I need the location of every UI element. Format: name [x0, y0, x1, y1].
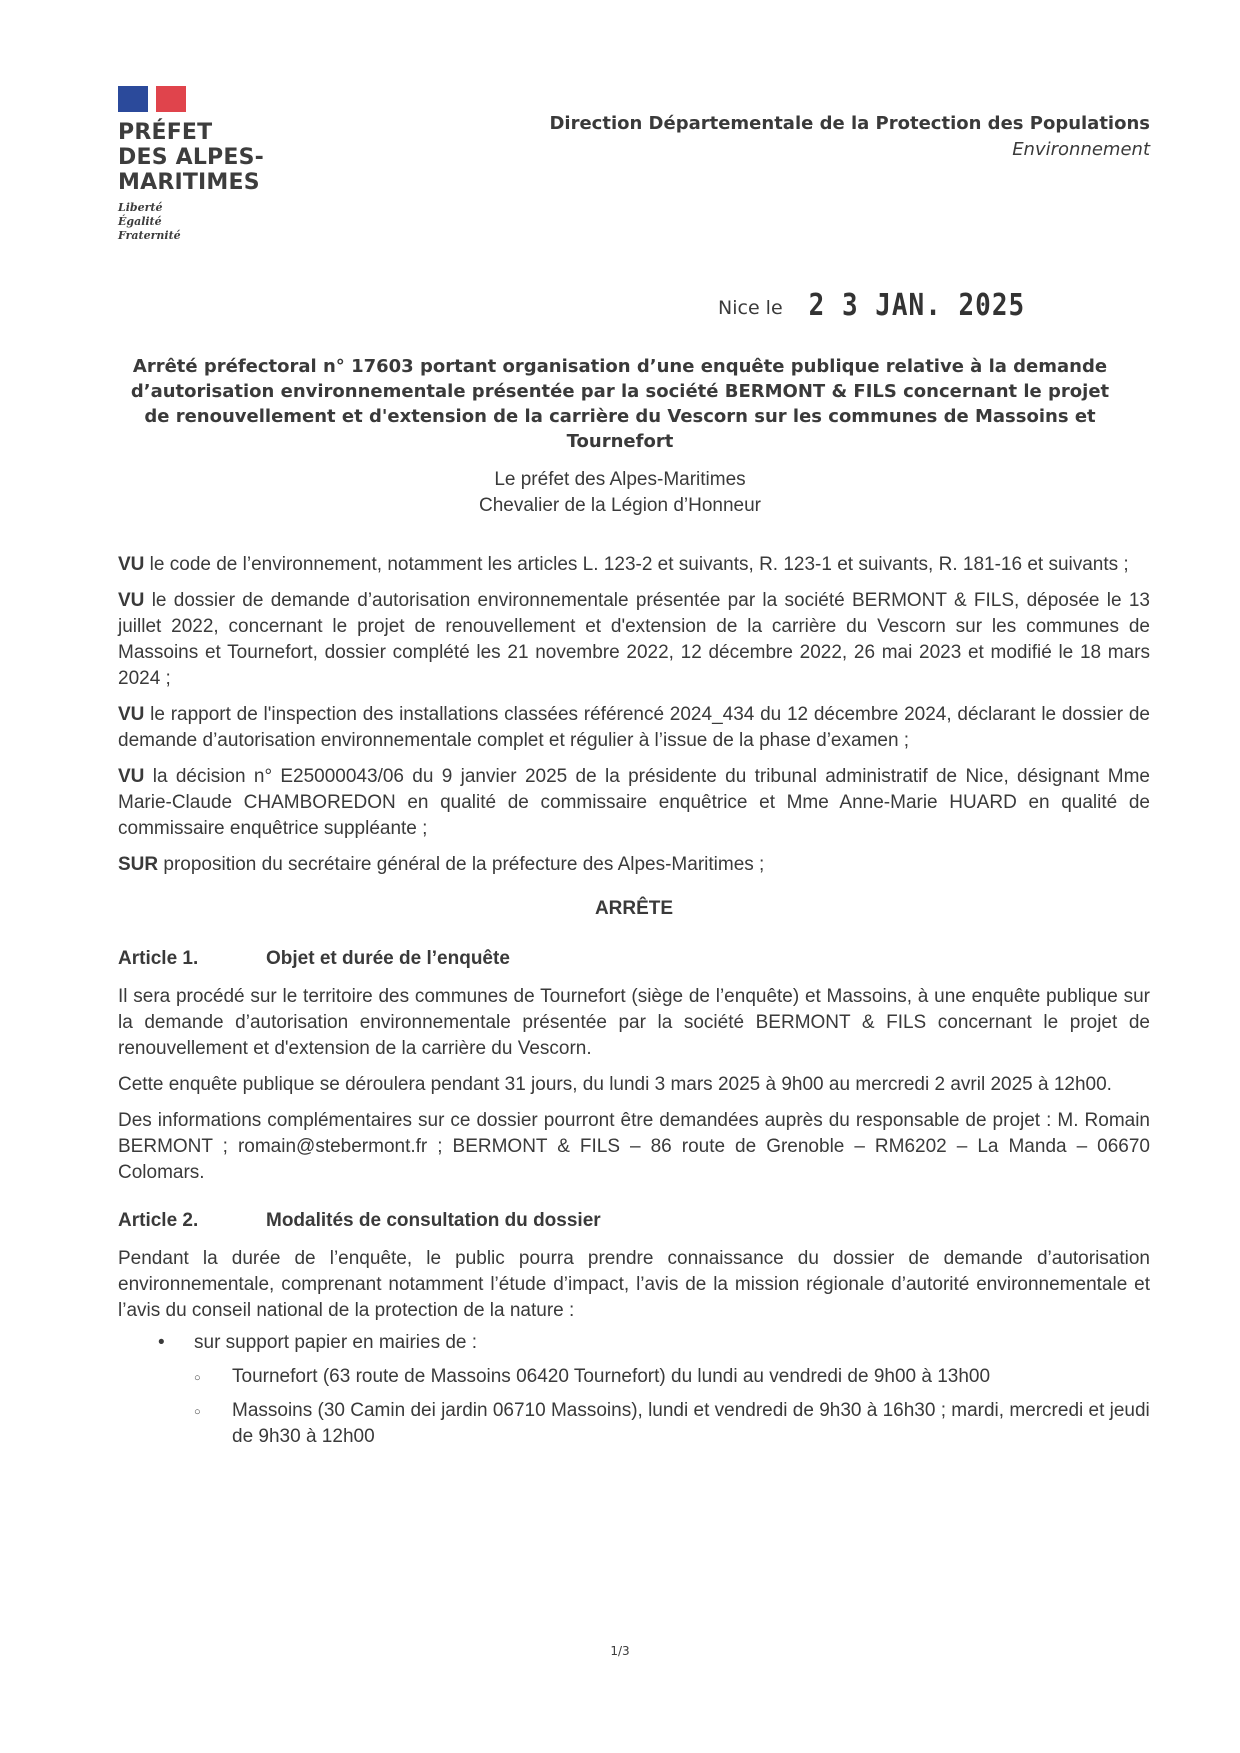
consideration-text: le rapport de l'inspection des installations classées référencé 2024_434 du 12 décembre 2024, déclarant le dossier de demande d’autorisation environnementale complet et régulier à l’issue de la phase d’examen ;	[118, 704, 1150, 751]
consultation-list	[118, 1330, 1150, 1450]
decree-title: Arrêté préfectoral n° 17603 portant organisation d’une enquête publique relative à la demande d’autorisation environnementale présentée par la société BERMONT & FILS concernant le projet de renouvellement et d'extension de la carrière du Vescorn sur les communes de Massoins et Tournefort	[130, 356, 1110, 452]
sub-list-item: ○ Massoins (30 Camin dei jardin 06710 Massoins), lundi et vendredi de 9h30 à 16h30 ; mardi, mercredi et jeudi de 9h30 à 12h00	[194, 1398, 1150, 1450]
consideration	[118, 552, 1150, 578]
decree-body	[118, 552, 1150, 1458]
consideration-keyword: VU	[118, 554, 145, 575]
prefet-distinction: Chevalier de la Légion d’Honneur	[478, 495, 762, 516]
marianne-flag-icon	[118, 86, 186, 112]
motto-liberte: Liberté	[118, 201, 163, 214]
prefet-signatory	[120, 467, 1120, 519]
motto-egalite: Égalité	[118, 215, 162, 228]
consideration	[118, 702, 1150, 754]
decree-heading: ARRÊTE	[594, 898, 674, 919]
document-date	[718, 288, 1026, 324]
date-prefix: Nice le	[718, 297, 783, 319]
list-item-text: sur support papier en mairies de :	[194, 1332, 478, 1353]
motto-fraternite: Fraternité	[118, 229, 181, 242]
consideration-text: proposition du secrétaire général de la préfecture des Alpes-Maritimes ;	[158, 854, 765, 875]
consideration-text: la décision n° E25000043/06 du 9 janvier 2025 de la présidente du tribunal administratif de Nice, désignant Mme Marie-Claude CHAMBOREDON en qualité de commissaire enquêtrice et Mme Anne-Marie HUARD en qualité de commissaire enquêtrice suppléante ;	[118, 766, 1150, 839]
consideration	[118, 588, 1150, 692]
consideration-keyword: VU	[118, 590, 145, 611]
issuing-direction	[549, 111, 1150, 163]
direction-name: Direction Départementale de la Protection des Populations	[549, 113, 1150, 134]
consideration	[118, 852, 1150, 878]
logo-motto	[118, 201, 288, 243]
article-paragraph: Pendant la durée de l’enquête, le public pourra prendre connaissance du dossier de demande d’autorisation environnementale, comprenant notamment l’étude d’impact, l’avis de la mission régionale d’autorité environnementale et l’avis du conseil national de la protection de la nature :	[118, 1248, 1150, 1321]
article-paragraph: Il sera procédé sur le territoire des communes de Tournefort (siège de l’enquête) et Massoins, à une enquête publique sur la demande d’autorisation environnementale présentée par la société BERMONT & FILS concernant le projet de renouvellement et d'extension de la carrière du Vescorn.	[118, 986, 1150, 1059]
consideration-text: le dossier de demande d’autorisation environnementale présentée par la société BERMONT & FILS, déposée le 13 juillet 2022, concernant le projet de renouvellement et d'extension de la carrière du Vescorn sur les communes de Massoins et Tournefort, dossier complété les 21 novembre 2022, 12 décembre 2022, 26 mai 2023 et modifié le 18 mars 2024 ;	[118, 590, 1150, 689]
consideration-keyword: VU	[118, 704, 145, 725]
sub-list-item: ○ Tournefort (63 route de Massoins 06420 Tournefort) du lundi au vendredi de 9h00 à 13h00	[194, 1364, 1150, 1390]
consideration-keyword: VU	[118, 766, 145, 787]
article-number: Article 1.	[118, 948, 199, 969]
consideration	[118, 764, 1150, 842]
article-heading	[118, 1208, 1150, 1234]
consideration-text: le code de l’environnement, notamment les articles L. 123-2 et suivants, R. 123-1 et suivants, R. 181-16 et suivants ;	[144, 554, 1129, 575]
date-stamp: 2 3 JAN. 2025	[808, 288, 1026, 324]
consideration-keyword: SUR	[118, 854, 159, 875]
article-paragraph: Cette enquête publique se déroulera pendant 31 jours, du lundi 3 mars 2025 à 9h00 au mercredi 2 avril 2025 à 12h00.	[118, 1074, 1112, 1095]
service-name: Environnement	[1012, 139, 1150, 160]
article-title: Modalités de consultation du dossier	[266, 1210, 601, 1231]
article-heading	[118, 946, 1150, 972]
prefecture-logo	[118, 86, 288, 243]
logo-name-line: DES ALPES-	[118, 145, 264, 170]
logo-name-line: MARITIMES	[118, 170, 260, 195]
article-paragraph: Des informations complémentaires sur ce dossier pourront être demandées auprès du responsable de projet : M. Romain BERMONT ; romain@stebermont.fr ; BERMONT & FILS – 86 route de Grenoble – RM6202 – La Manda – 06670 Colomars.	[118, 1110, 1150, 1183]
logo-name-line: PRÉFET	[118, 120, 213, 145]
article-number: Article 2.	[118, 1210, 199, 1231]
page-number: 1/3	[610, 1644, 630, 1658]
sub-list	[194, 1364, 1150, 1450]
article-title: Objet et durée de l’enquête	[266, 948, 510, 969]
list-item	[118, 1330, 1150, 1450]
prefet-title: Le préfet des Alpes-Maritimes	[494, 469, 746, 490]
